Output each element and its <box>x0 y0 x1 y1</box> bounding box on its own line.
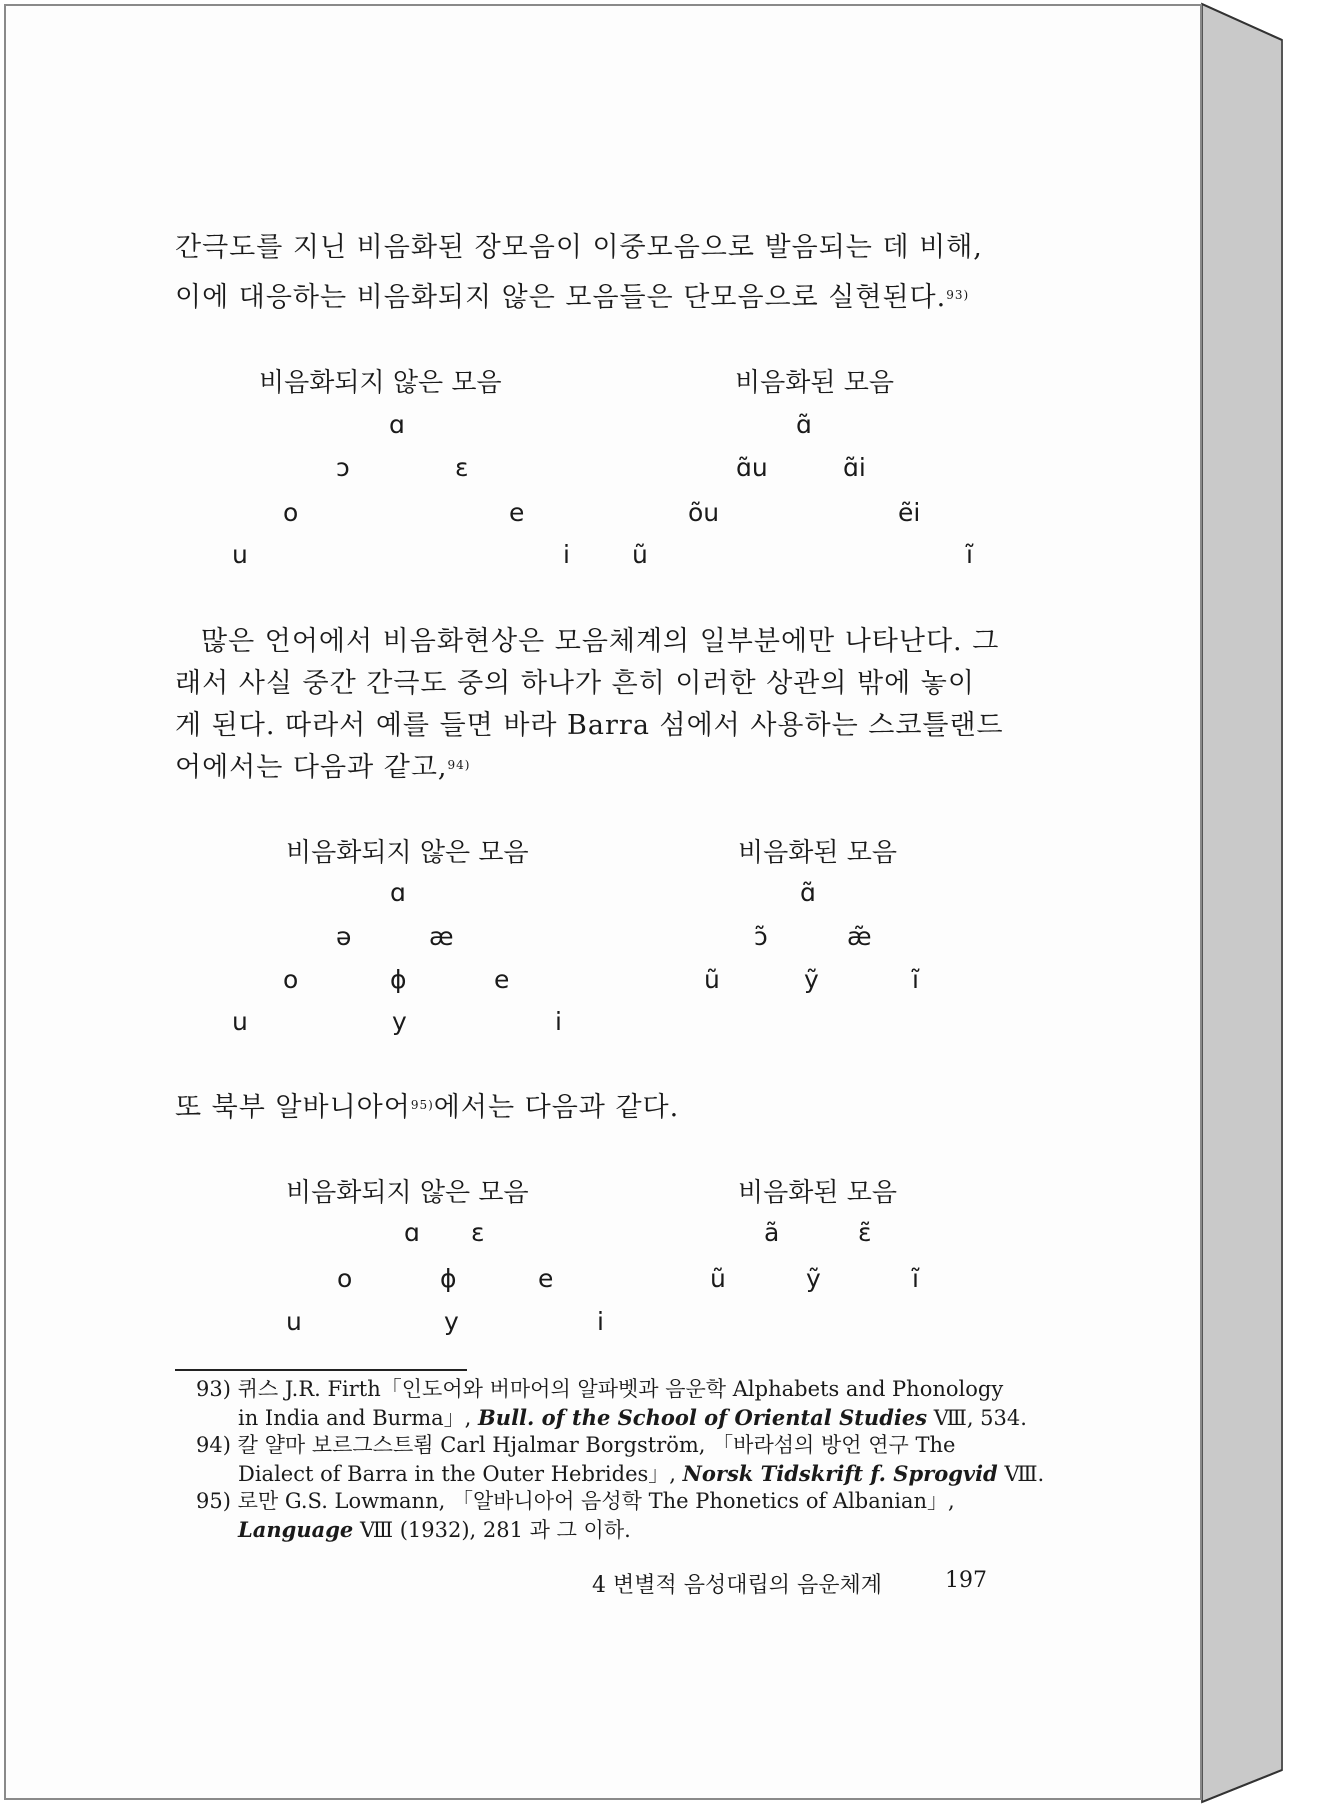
vowel: ɔ̃ <box>754 922 768 951</box>
vowel: ĩ <box>912 1264 919 1293</box>
vowel: ɑ̃u <box>736 453 768 482</box>
oral-vowels-header: 비음화되지 않은 모음 <box>286 838 529 868</box>
vowel: ũ <box>710 1264 726 1293</box>
footnote-number: 95) <box>196 1489 231 1513</box>
footnote-text: Ⅷ. <box>1004 1462 1045 1486</box>
paragraph-text: 에서는 다음과 같다. <box>433 1092 680 1123</box>
vowel: i <box>597 1307 604 1336</box>
running-head: 4 변별적 음성대립의 음운체계 <box>592 1573 883 1598</box>
footnote-95 <box>196 1488 955 1515</box>
footnote-94 <box>196 1432 955 1459</box>
vowel: o <box>337 1264 353 1293</box>
vowel: y <box>392 1007 407 1036</box>
vowel: i <box>563 540 570 569</box>
vowel: u <box>232 540 248 569</box>
vowel: i <box>555 1007 562 1036</box>
footnote-number: 93) <box>196 1377 231 1401</box>
page-number: 197 <box>945 1568 987 1593</box>
footnote-93-cont <box>238 1404 1027 1432</box>
vowel: y <box>444 1307 459 1336</box>
vowel: e <box>509 498 525 527</box>
oral-vowels-header: 비음화되지 않은 모음 <box>286 1178 529 1208</box>
vowel: o <box>283 965 299 994</box>
vowel: u <box>232 1007 248 1036</box>
footnote-93 <box>196 1376 1003 1403</box>
paragraph-line: 게 된다. 따라서 예를 들면 바라 Barra 섬에서 사용하는 스코틀랜드 <box>175 710 1004 741</box>
vowel: ɑ <box>404 1218 420 1247</box>
footnote-text: Ⅷ, 534. <box>933 1406 1027 1430</box>
footnote-marker: 94) <box>447 758 471 772</box>
paragraph-line <box>175 620 1015 663</box>
nasal-vowels-header: 비음화된 모음 <box>735 368 894 398</box>
footnote-text: 로만 G.S. Lowmann, 「알바니아어 음성학 The Phonetics of Albanian」, <box>237 1489 955 1513</box>
nasal-vowels-header: 비음화된 모음 <box>738 1178 897 1208</box>
vowel: ɑ̃ <box>800 878 816 907</box>
paragraph-line <box>175 746 1015 789</box>
paragraph-line: 간극도를 지닌 비음화된 장모음이 이중모음으로 발음되는 데 비해, <box>175 232 983 263</box>
vowel: e <box>538 1264 554 1293</box>
vowel: ɛ <box>455 453 469 482</box>
vowel: ẽi <box>898 498 921 527</box>
footnote-text: in India and Burma」, <box>238 1406 472 1430</box>
footnote-marker: 95) <box>410 1098 434 1112</box>
footnote-marker: 93) <box>946 288 970 302</box>
vowel: ϕ <box>440 1264 457 1293</box>
vowel: ĩ <box>912 965 919 994</box>
vowel: ũ <box>632 540 648 569</box>
journal-title: Norsk Tidskrift f. Sprogvid <box>682 1461 998 1486</box>
footnote-text: 퀴스 J.R. Firth「인도어와 버마어의 알파벳과 음운학 Alphabets and Phonology <box>237 1377 1004 1401</box>
paragraph-text: 많은 언어에서 비음화현상은 모음체계의 일부분에만 나타난다. 그 <box>201 626 1000 657</box>
vowel: u <box>286 1307 302 1336</box>
vowel: ɑ̃i <box>843 453 866 482</box>
paragraph-text: 이에 대응하는 비음화되지 않은 모음들은 단모음으로 실현된다. <box>175 282 947 313</box>
vowel: ɔ <box>336 453 350 482</box>
vowel: õu <box>688 498 720 527</box>
vowel: ỹ <box>806 1264 821 1293</box>
vowel: ũ <box>704 965 720 994</box>
vowel: ɛ̃ <box>858 1218 872 1247</box>
vowel: ɛ <box>471 1218 485 1247</box>
vowel: ĩ <box>966 540 973 569</box>
vowel: ỹ <box>804 965 819 994</box>
paragraph-line <box>175 1086 1015 1129</box>
footnote-number: 94) <box>196 1433 231 1457</box>
vowel: ɑ <box>390 878 406 907</box>
vowel: ɑ̃ <box>796 410 812 439</box>
footnote-95-cont <box>238 1516 631 1544</box>
vowel: ə <box>336 922 352 951</box>
vowel: ɑ <box>389 410 405 439</box>
journal-title: Bull. of the School of Oriental Studies <box>478 1405 928 1430</box>
footnote-94-cont <box>238 1460 1044 1488</box>
oral-vowels-header: 비음화되지 않은 모음 <box>259 368 502 398</box>
footnote-text: 칼 얄마 보르그스트룀 Carl Hjalmar Borgström, 「바라섬의 방언 연구 The <box>237 1433 956 1457</box>
nasal-vowels-header: 비음화된 모음 <box>738 838 897 868</box>
vowel: ϕ <box>390 965 407 994</box>
footnote-text: Dialect of Barra in the Outer Hebrides」, <box>238 1462 676 1486</box>
vowel: o <box>283 498 299 527</box>
vowel: e <box>494 965 510 994</box>
vowel: æ̃ <box>847 922 872 951</box>
footnote-rule <box>175 1369 467 1371</box>
paragraph-line: 래서 사실 중간 간극도 중의 하나가 흔히 이러한 상관의 밖에 놓이 <box>175 668 975 699</box>
paragraph-text: 또 북부 알바니아어 <box>175 1092 411 1123</box>
paragraph-line <box>175 276 1015 319</box>
paragraph-text: 어에서는 다음과 같고, <box>175 752 448 783</box>
journal-title: Language <box>238 1517 354 1542</box>
footnote-text: Ⅷ (1932), 281 과 그 이하. <box>359 1518 631 1542</box>
vowel: æ <box>429 922 454 951</box>
vowel: ã <box>764 1218 780 1247</box>
